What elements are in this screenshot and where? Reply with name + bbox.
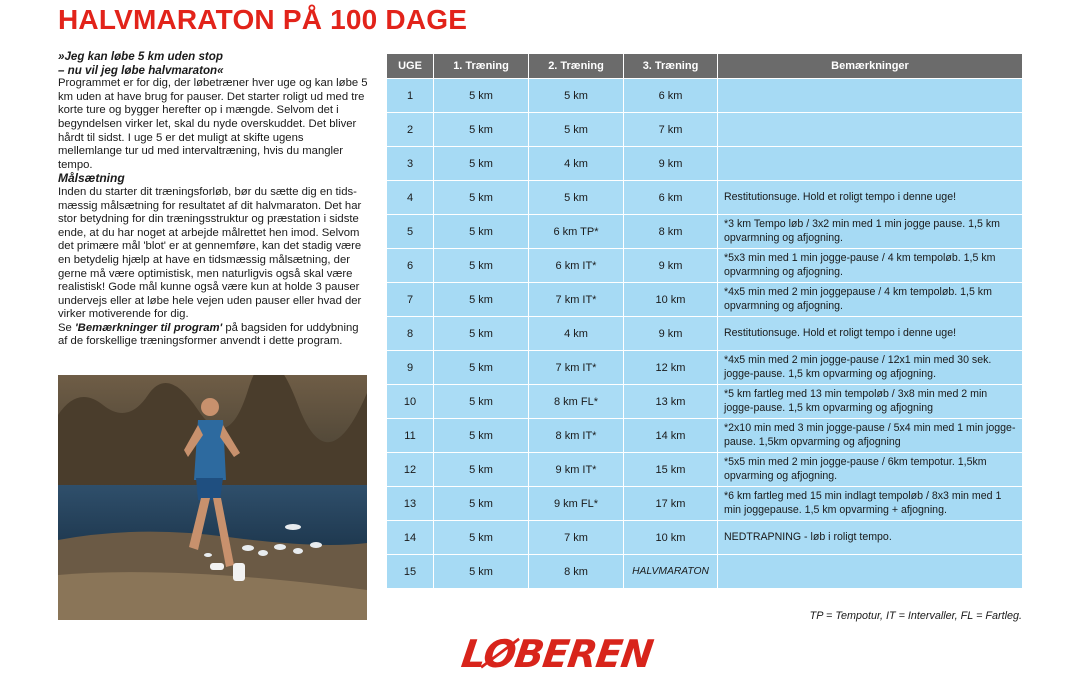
table-row (387, 283, 1023, 317)
training-1-cell: 5 km (434, 113, 529, 147)
training-3-cell: HALVMARATON (624, 555, 718, 589)
table-row (387, 351, 1023, 385)
training-1-cell: 5 km (434, 317, 529, 351)
runner-photo (58, 375, 367, 620)
training-1-cell: 5 km (434, 181, 529, 215)
week-cell: 12 (387, 453, 434, 487)
table-header-row (387, 54, 1023, 79)
table-row (387, 521, 1023, 555)
week-cell: 8 (387, 317, 434, 351)
training-3-cell: 12 km (624, 351, 718, 385)
training-3-cell: 6 km (624, 79, 718, 113)
training-2-cell: 6 km IT* (529, 249, 624, 283)
training-2-cell: 8 km IT* (529, 419, 624, 453)
week-cell: 4 (387, 181, 434, 215)
training-3-cell: 9 km (624, 147, 718, 181)
header-training-3: 3. Træning (624, 54, 718, 79)
training-2-cell: 8 km FL* (529, 385, 624, 419)
week-cell: 3 (387, 147, 434, 181)
remarks-cell: Restitutionsuge. Hold et roligt tempo i denne uge! (718, 181, 1023, 215)
remarks-cell: *5 km fartleg med 13 min tempoløb / 3x8 min med 2 min jogge-pause. 1,5 km opvarming og afjogning (718, 385, 1023, 419)
training-3-cell: 6 km (624, 181, 718, 215)
training-3-cell: 9 km (624, 317, 718, 351)
training-2-cell: 5 km (529, 113, 624, 147)
remarks-cell: Restitutionsuge. Hold et roligt tempo i denne uge! (718, 317, 1023, 351)
remarks-cell: *5x5 min med 2 min jogge-pause / 6km tempotur. 1,5km opvarming og afjogning. (718, 453, 1023, 487)
training-2-cell: 4 km (529, 317, 624, 351)
week-cell: 1 (387, 79, 434, 113)
tagline-line-1: »Jeg kan løbe 5 km uden stop (58, 50, 223, 63)
training-2-cell: 9 km IT* (529, 453, 624, 487)
page-title: HALVMARATON PÅ 100 DAGE (58, 4, 468, 35)
remarks-cell: *6 km fartleg med 15 min indlagt tempoløb / 8x3 min med 1 min joggepause. 1,5 km opvarming + afjogning. (718, 487, 1023, 521)
training-2-cell: 6 km TP* (529, 215, 624, 249)
week-cell: 6 (387, 249, 434, 283)
training-1-cell: 5 km (434, 385, 529, 419)
runner-photo-illustration (58, 375, 367, 620)
training-2-cell: 4 km (529, 147, 624, 181)
training-2-cell: 5 km (529, 181, 624, 215)
training-1-cell: 5 km (434, 249, 529, 283)
table-row (387, 249, 1023, 283)
goal-heading: Målsætning (58, 171, 125, 186)
table-row (387, 453, 1023, 487)
table-row (387, 555, 1023, 589)
training-1-cell: 5 km (434, 555, 529, 589)
week-cell: 7 (387, 283, 434, 317)
training-2-cell: 7 km IT* (529, 351, 624, 385)
see-prefix: Se (58, 321, 75, 334)
tagline-line-2: – nu vil jeg løbe halvmaraton« (58, 63, 224, 77)
training-2-cell: 7 km (529, 521, 624, 555)
training-1-cell: 5 km (434, 147, 529, 181)
see-suffix: på bagsiden for uddybning af de forskellige træningsformer anvendt i dette program. (58, 321, 359, 348)
table-row (387, 385, 1023, 419)
week-cell: 2 (387, 113, 434, 147)
header-training-2: 2. Træning (529, 54, 624, 79)
remarks-cell (718, 79, 1023, 113)
header-week: UGE (387, 54, 434, 79)
remarks-cell: *2x10 min med 3 min jogge-pause / 5x4 min med 1 min jogge-pause. 1,5km opvarming og afjogning (718, 419, 1023, 453)
remarks-cell (718, 113, 1023, 147)
table-row (387, 215, 1023, 249)
see-link: 'Bemærkninger til program' (74, 321, 223, 334)
loeberen-logo: LØBEREN (458, 632, 656, 676)
week-cell: 14 (387, 521, 434, 555)
week-cell: 9 (387, 351, 434, 385)
see-remarks-paragraph (58, 322, 368, 349)
table-row (387, 181, 1023, 215)
training-1-cell: 5 km (434, 521, 529, 555)
table-row (387, 113, 1023, 147)
training-1-cell: 5 km (434, 487, 529, 521)
remarks-cell: *4x5 min med 2 min joggepause / 4 km tempoløb. 1,5 km opvarmning og afjogning. (718, 283, 1023, 317)
intro-column (58, 50, 368, 349)
week-cell: 13 (387, 487, 434, 521)
training-table (386, 53, 1023, 589)
training-schedule (386, 53, 1022, 589)
week-cell: 15 (387, 555, 434, 589)
training-1-cell: 5 km (434, 453, 529, 487)
remarks-cell: *4x5 min med 2 min jogge-pause / 12x1 min med 30 sek. jogge-pause. 1,5 km opvarming og afjogning. (718, 351, 1023, 385)
training-1-cell: 5 km (434, 419, 529, 453)
training-3-cell: 7 km (624, 113, 718, 147)
abbreviation-legend: TP = Tempotur, IT = Intervaller, FL = Fartleg. (809, 610, 1022, 622)
training-2-cell: 8 km (529, 555, 624, 589)
week-cell: 11 (387, 419, 434, 453)
training-2-cell: 7 km IT* (529, 283, 624, 317)
header-training-1: 1. Træning (434, 54, 529, 79)
training-3-cell: 17 km (624, 487, 718, 521)
training-3-cell: 15 km (624, 453, 718, 487)
training-3-cell: 13 km (624, 385, 718, 419)
remarks-cell (718, 555, 1023, 589)
training-1-cell: 5 km (434, 79, 529, 113)
table-row (387, 79, 1023, 113)
training-3-cell: 8 km (624, 215, 718, 249)
intro-paragraph: Programmet er for dig, der løbetræner hver uge og kan løbe 5 km uden at have brug for pauser. Det starter roligt ud med tre korte ture og bygger herefter op i mængde. Selvom det i begyndelsen virker let, skal du nyde overskuddet. Det bliver hårdt til sidst. I uge 5 er det muligt at skifte ugens mellemlange tur ud med intervaltræning, hvis du mangler tempo. (58, 77, 368, 171)
training-3-cell: 14 km (624, 419, 718, 453)
table-row (387, 419, 1023, 453)
training-1-cell: 5 km (434, 283, 529, 317)
remarks-cell: NEDTRAPNING - løb i roligt tempo. (718, 521, 1023, 555)
header-remarks: Bemærkninger (718, 54, 1023, 79)
table-row (387, 147, 1023, 181)
week-cell: 5 (387, 215, 434, 249)
training-3-cell: 10 km (624, 521, 718, 555)
training-3-cell: 10 km (624, 283, 718, 317)
table-row (387, 487, 1023, 521)
week-cell: 10 (387, 385, 434, 419)
training-3-cell: 9 km (624, 249, 718, 283)
training-1-cell: 5 km (434, 351, 529, 385)
table-row (387, 317, 1023, 351)
training-2-cell: 9 km FL* (529, 487, 624, 521)
remarks-cell: *3 km Tempo løb / 3x2 min med 1 min jogge pause. 1,5 km opvarmning og afjogning. (718, 215, 1023, 249)
goal-paragraph: Inden du starter dit træningsforløb, bør du sætte dig en tids-mæssig målsætning for resultatet af dit halvmaraton. Det har stor betydning for din træningsstruktur og præstation i sidste ende, at du har noget at arbejde målrettet hen imod. Selvom det primære mål 'blot' er at gennemføre, kan det stadig være en betydelig hjælp at have en tidsmæssig målsætning, der gerne må være optimistisk, men naturligvis også skal være realistisk! Gode mål kunne også være kun at holde 3 pauser undervejs eller at løbe hele vejen uden pauser eller hvad der virker motiverende for dig. (58, 185, 362, 321)
training-2-cell: 5 km (529, 79, 624, 113)
training-1-cell: 5 km (434, 215, 529, 249)
remarks-cell: *5x3 min med 1 min jogge-pause / 4 km tempoløb. 1,5 km opvarmning og afjogning. (718, 249, 1023, 283)
remarks-cell (718, 147, 1023, 181)
